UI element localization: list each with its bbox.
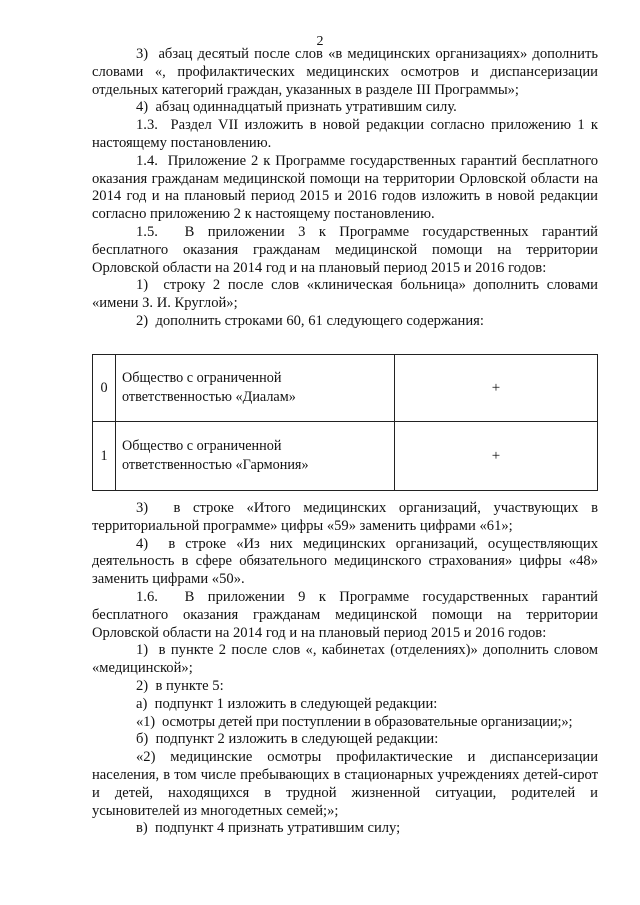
paragraph: 1.6. В приложении 9 к Программе государственных гарантий бесплатного оказания гражданам медицинской помощи на территории Орловской области на 2014 год и на плановый период 2015 и 2016 годов: [92,588,598,641]
paragraph: 4) абзац одиннадцатый признать утратившим силу. [136,99,457,116]
participation-mark: + [395,355,598,422]
paragraph: 3) в строке «Итого медицинских организаций, участвующих в территориальной программе» цифры «59» заменить цифрами «61»; [92,500,598,534]
paragraph: 4) в строке «Из них медицинских организаций, осуществляющих деятельность в сфере обязательного медицинского страхования» цифры «48» заменить цифрами «50». [92,535,598,588]
paragraph: 1) в пункте 2 после слов «, кабинетах (отделениях)» дополнить словом «медицинской»; [92,642,598,677]
participation-mark: + [395,422,598,491]
paragraph: 1.5. В приложении 3 к Программе государственных гарантий бесплатного оказания гражданам медицинской помощи на территории Орловской области на 2014 год и на плановый период 2015 и 2016 годов: [92,223,598,276]
table-row [93,422,598,491]
paragraph: 1.4. Приложение 2 к Программе государственных гарантий бесплатного оказания гражданам медицинской помощи на территории Орловской области на 2014 год и на плановый период 2015 и 2016 годов изложить в новой редакции согласно приложению 2 к настоящему постановлению. [92,152,598,223]
organization-name: Общество с ограниченной ответственностью «Гармония» [116,422,395,491]
page-number: 2 [316,34,324,49]
row-number: 0 [93,355,116,422]
paragraph: 3) абзац десятый после слов «в медицинских организациях» дополнить словами «, профилактических медицинских осмотров и диспансеризации отдельных категорий граждан, указанных в разделе III Программы»; [92,46,598,98]
paragraph: 2) дополнить строками 60, 61 следующего содержания: [136,312,484,329]
paragraph: в) подпункт 4 признать утратившим силу; [136,820,401,837]
paragraph: а) подпункт 1 изложить в следующей редакции: [136,695,438,712]
paragraph: б) подпункт 2 изложить в следующей редакции: [136,731,439,748]
bottom-text-block [92,500,598,838]
paragraph: 2) в пункте 5: [136,677,224,694]
row-number: 1 [93,422,116,491]
top-text-block [92,46,598,331]
paragraph: 1) строку 2 после слов «клиническая больница» дополнить словами «имени З. И. Круглой»; [92,277,598,312]
paragraph: 1.3. Раздел VII изложить в новой редакции согласно приложению 1 к настоящему постановлению. [92,117,598,151]
organization-name: Общество с ограниченной ответственностью «Диалам» [116,355,395,422]
paragraph: «1) осмотры детей при поступлении в образовательные организации;»; [136,713,573,730]
organizations-table [92,354,598,491]
paragraph: «2) медицинские осмотры профилактические и диспансеризации населения, в том числе пребывающих в стационарных учреждениях детей-сирот и детей, находящихся в трудной жизненной ситуации, родителей и усыновителей из многодетных семей;»; [92,749,598,819]
table-row [93,355,598,422]
